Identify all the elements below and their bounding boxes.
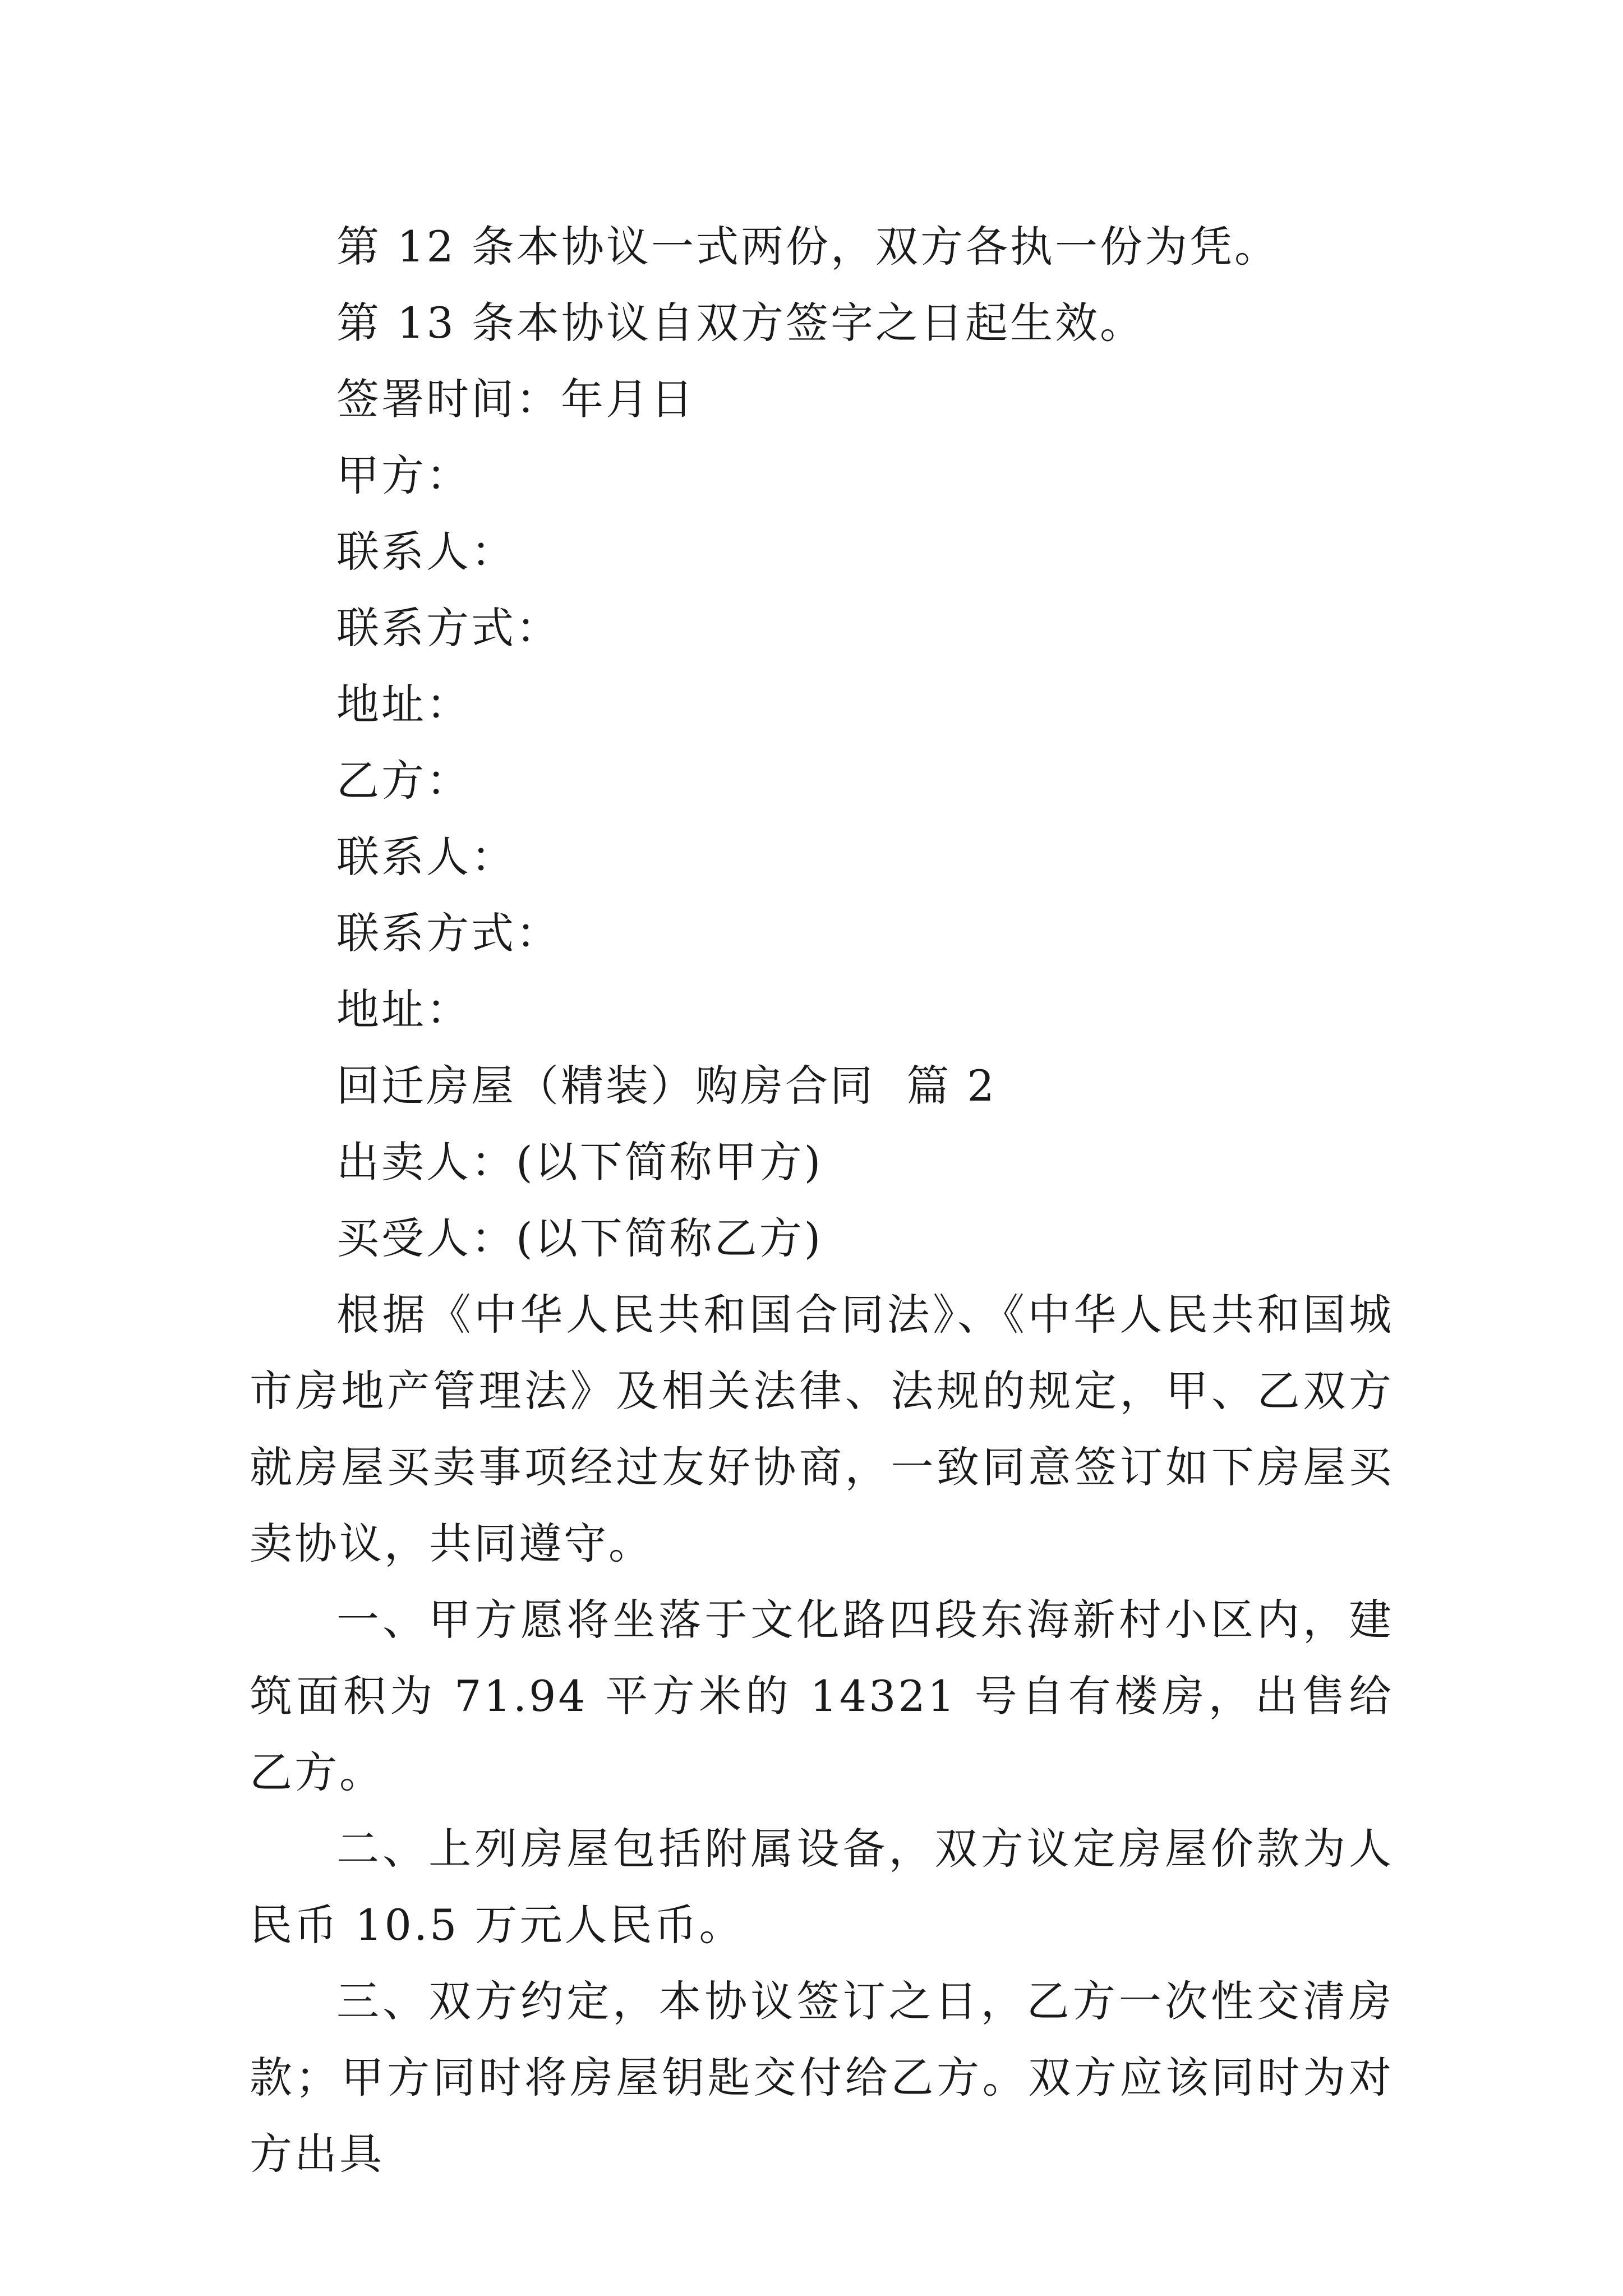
- article-1: 一、甲方愿将坐落于文化路四段东海新村小区内，建筑面积为 71.94 平方米的 14321 号自有楼房，出售给乙方。: [250, 1595, 1394, 1797]
- party-b-address: 地址：: [336, 984, 471, 1034]
- clause-13: 第 13 条本协议自双方签字之日起生效。: [336, 298, 1145, 348]
- party-b-contact-person: 联系人：: [336, 832, 516, 882]
- preamble-paragraph: 根据《中华人民共和国合同法》、《中华人民共和国城市房地产管理法》及相关法律、法规的规定，甲、乙双方就房屋买卖事项经过友好协商，一致同意签订如下房屋买卖协议，共同遵守。: [250, 1290, 1394, 1568]
- section-heading: 回迁房屋（精装）购房合同 篇 2: [336, 1061, 997, 1111]
- party-a-address: 地址：: [336, 679, 471, 729]
- party-b-label: 乙方：: [336, 756, 471, 806]
- party-a-label: 甲方：: [336, 450, 471, 500]
- buyer-line: 买受人：(以下简称乙方): [336, 1213, 823, 1263]
- signing-date-line: 签署时间：年月日: [336, 374, 695, 424]
- article-2: 二、上列房屋包括附属设备，双方议定房屋价款为人民币 10.5 万元人民币。: [250, 1824, 1394, 1950]
- document-body: [250, 209, 1394, 2192]
- seller-line: 出卖人：(以下简称甲方): [336, 1137, 823, 1187]
- party-a-contact-person: 联系人：: [336, 527, 516, 577]
- party-b-contact-method: 联系方式：: [336, 908, 561, 958]
- article-3: 三、双方约定，本协议签订之日，乙方一次性交清房款；甲方同时将房屋钥匙交付给乙方。双方应该同时为对方出具: [250, 1976, 1394, 2179]
- party-a-contact-method: 联系方式：: [336, 603, 561, 653]
- clause-12: 第 12 条本协议一式两份，双方各执一份为凭。: [336, 222, 1280, 272]
